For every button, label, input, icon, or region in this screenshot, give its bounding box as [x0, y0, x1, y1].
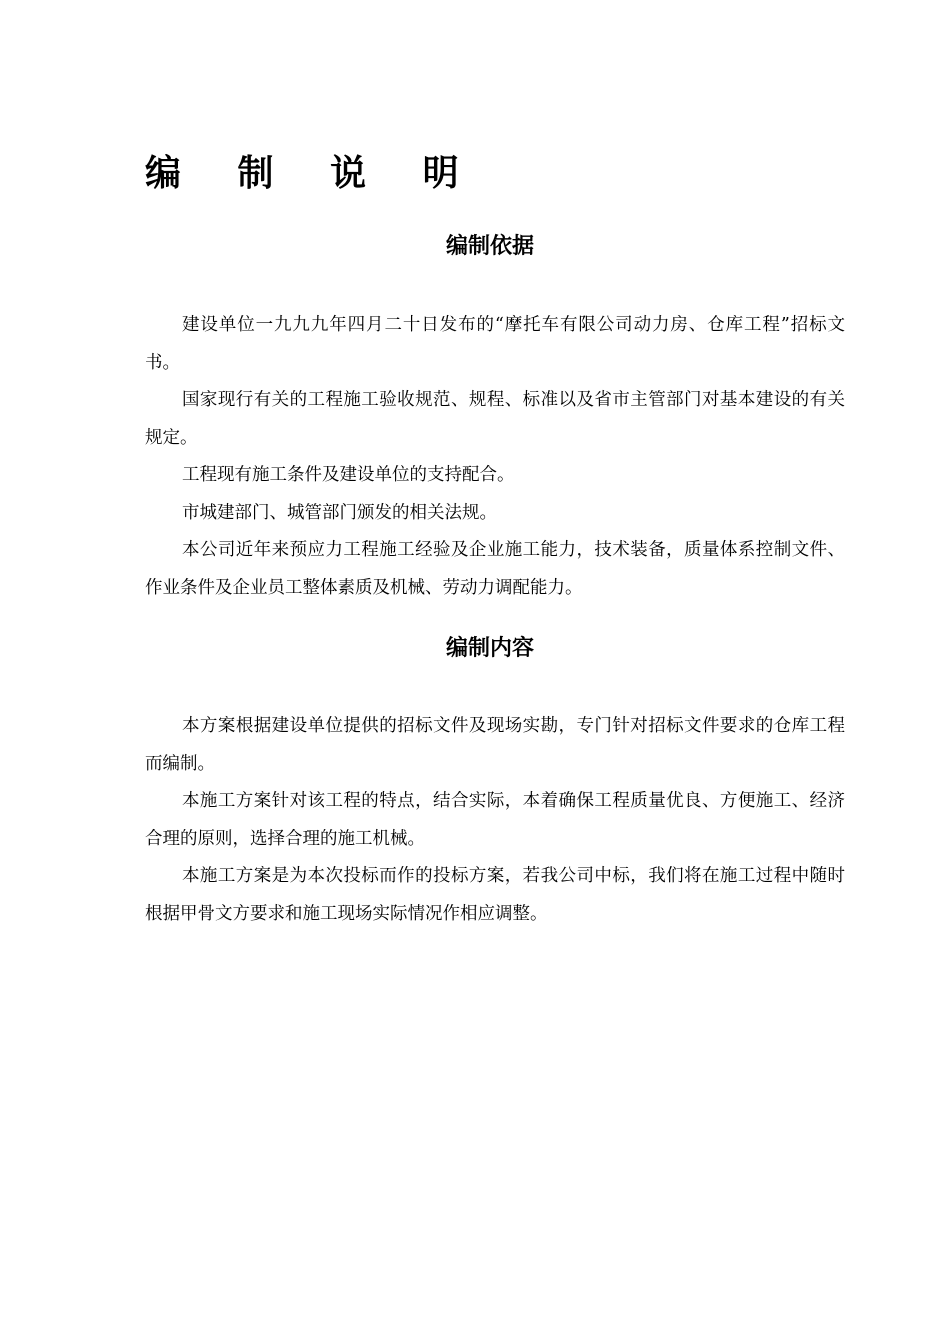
paragraph: 本施工方案是为本次投标而作的投标方案，若我公司中标，我们将在施工过程中随时根据甲骨文方要求和施工现场实际情况作相应调整。 — [145, 866, 845, 924]
section-body-basis — [145, 307, 845, 607]
paragraph: 建设单位一九九九年四月二十日发布的“摩托车有限公司动力房、仓库工程”招标文书。 — [145, 315, 845, 373]
paragraph: 国家现行有关的工程施工验收规范、规程、标准以及省市主管部门对基本建设的有关规定。 — [145, 390, 845, 448]
section-heading-content: 编制内容 — [445, 636, 534, 661]
document-title: 编 制 说 明 — [145, 153, 481, 194]
section-heading-basis: 编制依据 — [445, 234, 534, 259]
paragraph: 本方案根据建设单位提供的招标文件及现场实勘，专门针对招标文件要求的仓库工程而编制。 — [145, 716, 845, 774]
paragraph: 工程现有施工条件及建设单位的支持配合。 — [182, 465, 515, 485]
paragraph: 市城建部门、城管部门颁发的相关法规。 — [182, 502, 497, 523]
paragraph: 本公司近年来预应力工程施工经验及企业施工能力，技术装备，质量体系控制文件、作业条件及企业员工整体素质及机械、劳动力调配能力。 — [145, 540, 845, 598]
section-body-content — [145, 708, 845, 933]
paragraph: 本施工方案针对该工程的特点，结合实际，本着确保工程质量优良、方便施工、经济合理的原则，选择合理的施工机械。 — [145, 791, 845, 849]
